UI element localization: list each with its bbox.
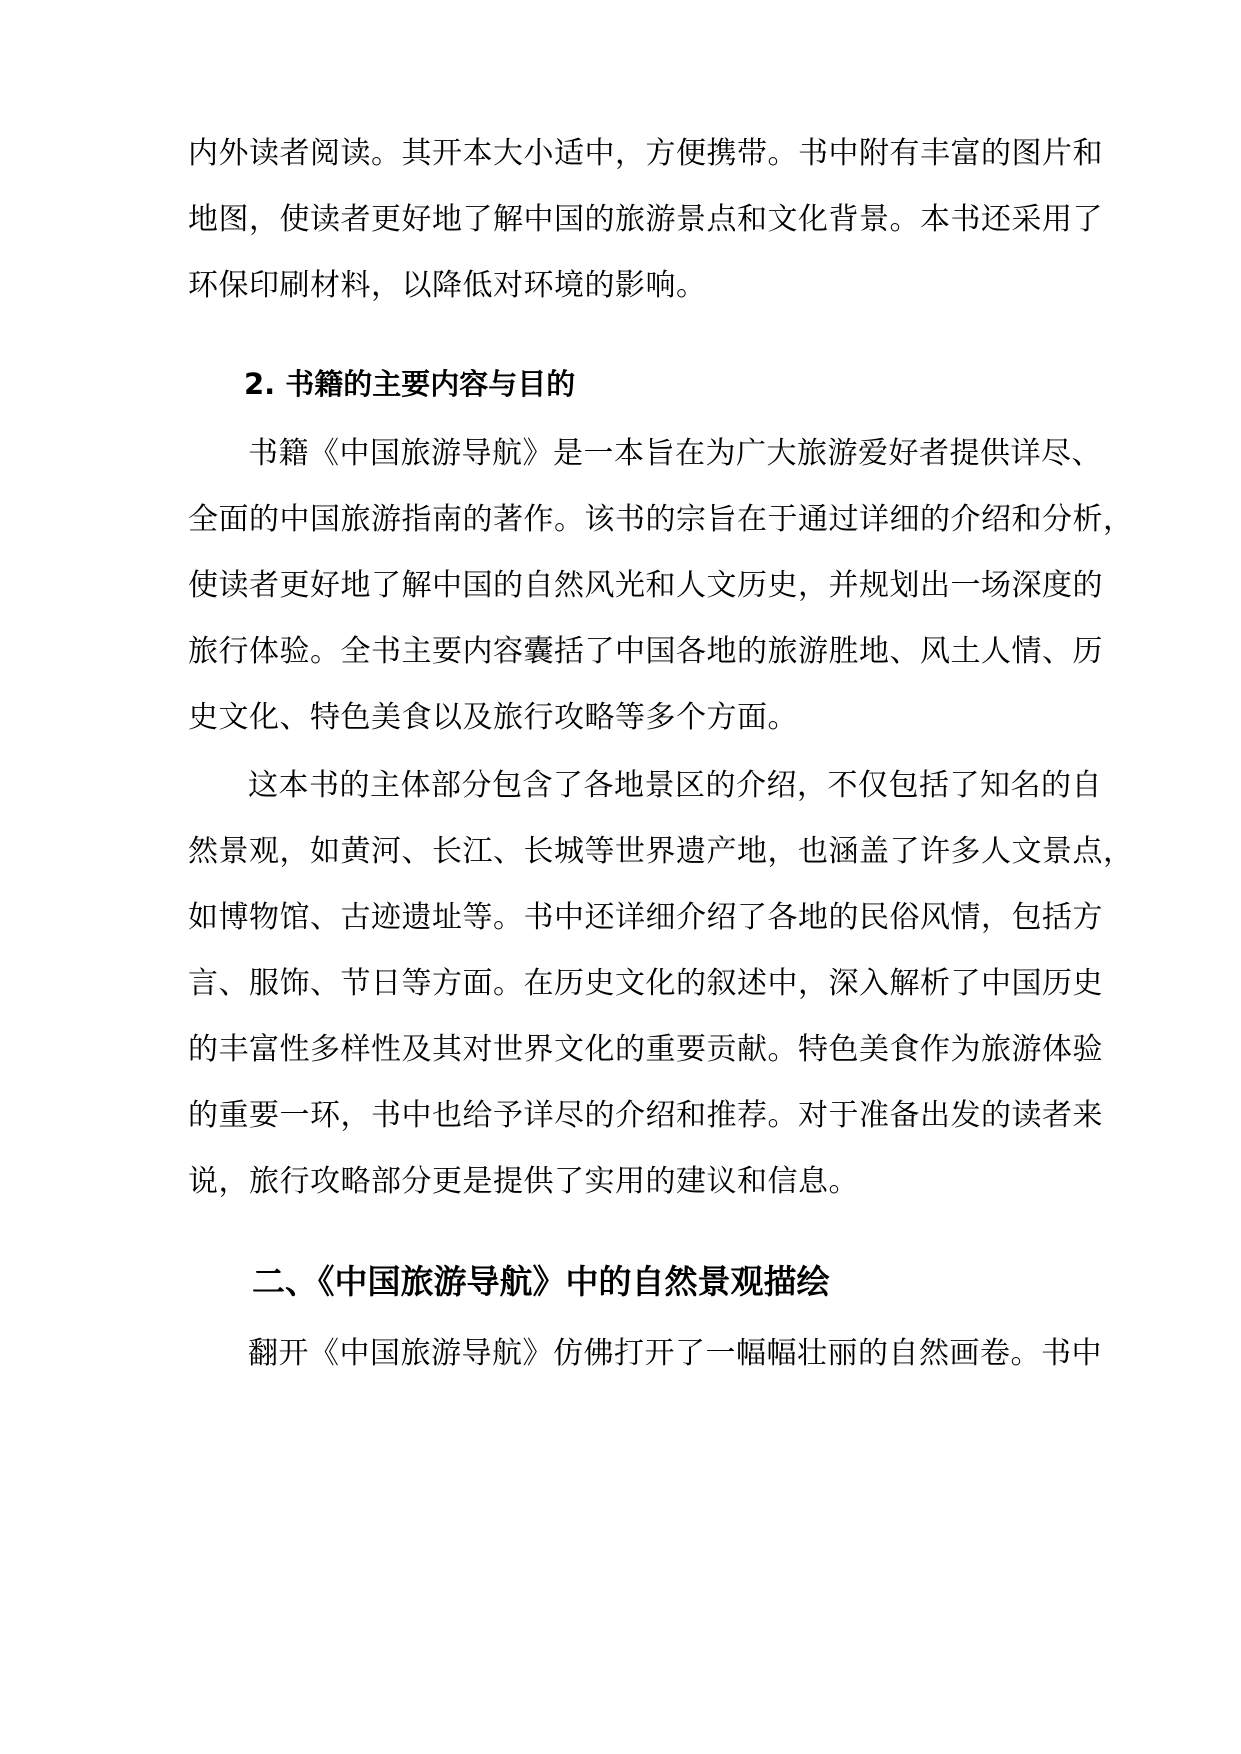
paragraph-line: 内外读者阅读。其开本大小适中，方便携带。书中附有丰富的图片和 bbox=[188, 136, 1103, 171]
paragraph-line: 环保印刷材料，以降低对环境的影响。 bbox=[188, 268, 707, 303]
paragraph-line: 这本书的主体部分包含了各地景区的介绍，不仅包括了知名的自 bbox=[248, 768, 1102, 803]
chapter-heading: 二、《中国旅游导航》中的自然景观描绘 bbox=[252, 1262, 830, 1301]
paragraph-line: 翻开《中国旅游导航》仿佛打开了一幅幅壮丽的自然画卷。书中 bbox=[248, 1336, 1102, 1371]
paragraph-line: 全面的中国旅游指南的著作。该书的宗旨在于通过详细的介绍和分析， bbox=[188, 502, 1134, 537]
paragraph-line: 地图，使读者更好地了解中国的旅游景点和文化背景。本书还采用了 bbox=[188, 202, 1103, 237]
paragraph-line: 史文化、特色美食以及旅行攻略等多个方面。 bbox=[188, 700, 798, 735]
paragraph-line: 然景观，如黄河、长江、长城等世界遗产地，也涵盖了许多人文景点， bbox=[188, 834, 1134, 869]
paragraph-line: 说，旅行攻略部分更是提供了实用的建议和信息。 bbox=[188, 1164, 859, 1199]
paragraph-line: 的重要一环，书中也给予详尽的介绍和推荐。对于准备出发的读者来 bbox=[188, 1098, 1103, 1133]
paragraph-line: 书籍《中国旅游导航》是一本旨在为广大旅游爱好者提供详尽、 bbox=[248, 436, 1102, 471]
section-heading: 2. 书籍的主要内容与目的 bbox=[244, 367, 576, 401]
paragraph-line: 如博物馆、古迹遗址等。书中还详细介绍了各地的民俗风情，包括方 bbox=[188, 900, 1103, 935]
paragraph-line: 旅行体验。全书主要内容囊括了中国各地的旅游胜地、风土人情、历 bbox=[188, 634, 1103, 669]
paragraph-line: 言、服饰、节日等方面。在历史文化的叙述中，深入解析了中国历史 bbox=[188, 966, 1103, 1001]
paragraph-line: 的丰富性多样性及其对世界文化的重要贡献。特色美食作为旅游体验 bbox=[188, 1032, 1103, 1067]
paragraph-line: 使读者更好地了解中国的自然风光和人文历史，并规划出一场深度的 bbox=[188, 568, 1103, 603]
